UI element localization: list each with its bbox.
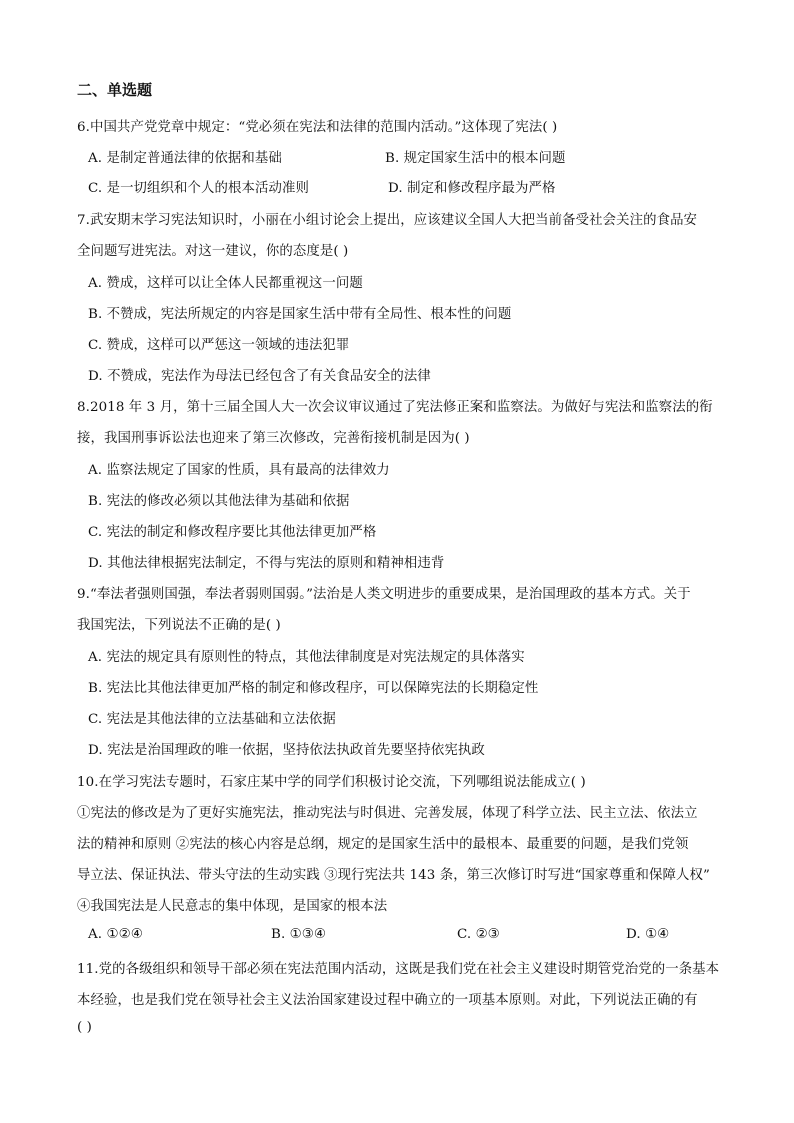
question-9-stem-line-1: 9.“奉法者强则国强，奉法者弱则国弱。”法治是人类文明进步的重要成果，是治国理政的基本方式。关于 — [77, 587, 691, 602]
question-10-statement-line-3: 导立法、保证执法、带头守法的生动实践 ③现行宪法共 143 条，第三次修订时写进“国家尊重和保障人权” — [77, 868, 710, 883]
question-7-option-a: A. 赞成，这样可以让全体人民都重视这一问题 — [88, 276, 363, 291]
question-6-stem: 6.中国共产党党章中规定：“党必须在宪法和法律的范围内活动。”这体现了宪法( ) — [77, 120, 558, 135]
question-11-stem-line-3: ( ) — [77, 1020, 93, 1035]
question-9-option-d: D. 宪法是治国理政的唯一依据，坚持依法执政首先要坚持依宪执政 — [88, 743, 485, 758]
question-11-stem-line-2: 本经验，也是我们党在领导社会主义法治国家建设过程中确立的一项基本原则。对此，下列说法正确的有 — [77, 993, 698, 1008]
question-8-option-b: B. 宪法的修改必须以其他法律为基础和依据 — [88, 494, 350, 509]
question-10-option-b: B. ①③④ — [271, 927, 326, 942]
question-7-stem-line-1: 7.武安期末学习宪法知识时，小丽在小组讨论会上提出，应该建议全国人大把当前备受社会关注的食品安 — [77, 213, 698, 228]
question-6-option-a: A. 是制定普通法律的依据和基础 — [88, 151, 282, 166]
question-10-option-c: C. ②③ — [457, 927, 500, 942]
question-8-option-a: A. 监察法规定了国家的性质，具有最高的法律效力 — [88, 463, 390, 478]
question-8-option-d: D. 其他法律根据宪法制定，不得与宪法的原则和精神相违背 — [88, 556, 445, 571]
question-7-option-b: B. 不赞成，宪法所规定的内容是国家生活中带有全局性、根本性的问题 — [88, 307, 512, 322]
question-8-option-c: C. 宪法的制定和修改程序要比其他法律更加严格 — [88, 525, 377, 540]
question-7-option-c: C. 赞成，这样可以严惩这一领域的违法犯罪 — [88, 338, 350, 353]
question-7-stem-line-2: 全问题写进宪法。对这一建议，你的态度是( ) — [77, 244, 349, 259]
question-9-option-a: A. 宪法的规定具有原则性的特点，其他法律制度是对宪法规定的具体落实 — [88, 650, 525, 665]
question-10-statement-line-2: 法的精神和原则 ②宪法的核心内容是总纲，规定的是国家生活中的最根本、最重要的问题，是我们党领 — [77, 837, 689, 852]
question-8-stem-line-1: 8.2018 年 3 月，第十三届全国人大一次会议审议通过了宪法修正案和监察法。为做好与宪法和监察法的衔 — [77, 400, 713, 415]
section-title: 二、单选题 — [77, 81, 153, 99]
question-10-option-d: D. ①④ — [626, 927, 670, 942]
question-11-stem-line-1: 11.党的各级组织和领导干部必须在宪法范围内活动，这既是我们党在社会主义建设时期管党治党的一条基本 — [77, 962, 720, 977]
question-10-statement-line-4: ④我国宪法是人民意志的集中体现，是国家的根本法 — [77, 899, 388, 914]
question-6-option-b: B. 规定国家生活中的根本问题 — [385, 151, 566, 166]
question-10-stem: 10.在学习宪法专题时，石家庄某中学的同学们积极讨论交流，下列哪组说法能成立( ) — [77, 775, 586, 790]
question-10-statement-line-1: ①宪法的修改是为了更好实施宪法，推动宪法与时俱进、完善发展，体现了科学立法、民主立法、依法立 — [77, 806, 698, 821]
question-9-stem-line-2: 我国宪法，下列说法不正确的是( ) — [77, 618, 281, 633]
question-6-option-c: C. 是一切组织和个人的根本活动准则 — [88, 181, 309, 196]
question-9-option-b: B. 宪法比其他法律更加严格的制定和修改程序，可以保障宪法的长期稳定性 — [88, 681, 539, 696]
question-7-option-d: D. 不赞成，宪法作为母法已经包含了有关食品安全的法律 — [88, 369, 431, 384]
question-9-option-c: C. 宪法是其他法律的立法基础和立法依据 — [88, 712, 336, 727]
question-10-option-a: A. ①②④ — [88, 927, 143, 942]
question-6-option-d: D. 制定和修改程序最为严格 — [388, 181, 556, 196]
question-8-stem-line-2: 接，我国刑事诉讼法也迎来了第三次修改，完善衔接机制是因为( ) — [77, 431, 470, 446]
